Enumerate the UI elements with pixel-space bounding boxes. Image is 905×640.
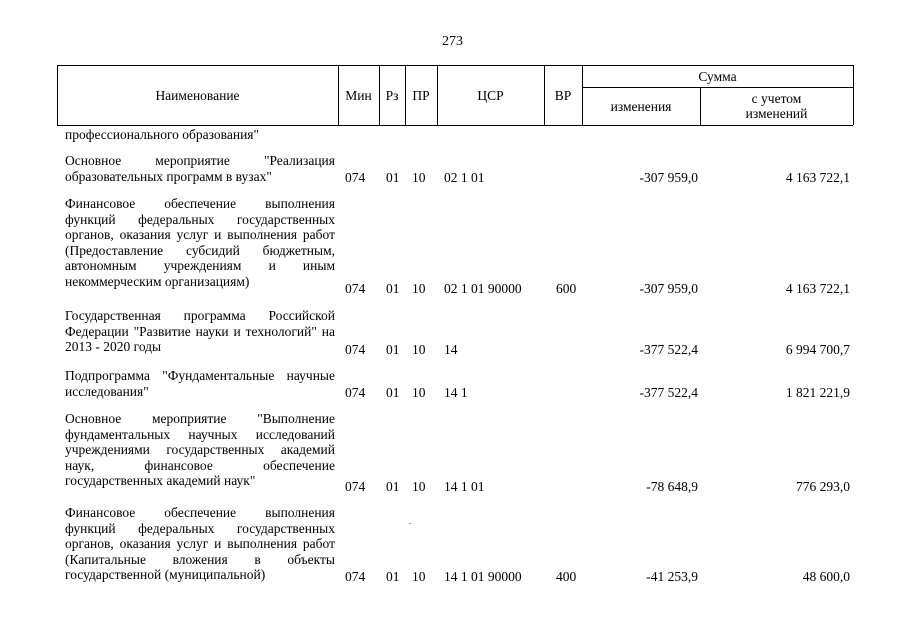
- page-number: 273: [442, 34, 463, 49]
- row-name: Основное мероприятие "Выполнение фундаментальных научных исследований учреждениями государственных академий наук, финансовое обеспечение государственных академий наук": [65, 411, 335, 488]
- row-pr: 10: [412, 342, 426, 357]
- row-change: -78 648,9: [646, 479, 698, 494]
- row-change: -377 522,4: [639, 342, 698, 357]
- header-min: Мин: [345, 87, 372, 103]
- row-rz: 01: [386, 569, 400, 584]
- row-total: 48 600,0: [802, 569, 850, 584]
- row-rz: 01: [386, 342, 400, 357]
- row-name: Подпрограмма "Фундаментальные научные исследования": [65, 368, 335, 399]
- row-total: 4 163 722,1: [785, 281, 850, 296]
- row-csr: 02 1 01 90000: [444, 281, 522, 296]
- table-header: [57, 65, 853, 125]
- row-total: 4 163 722,1: [785, 170, 850, 185]
- row-name: Основное мероприятие "Реализация образовательных программ в вузах": [65, 153, 335, 184]
- row-rz: 01: [386, 385, 400, 400]
- header-pr: ПР: [412, 87, 430, 103]
- header-vr: ВР: [554, 87, 572, 103]
- row-min: 074: [345, 170, 366, 185]
- row-pr: 10: [412, 569, 426, 584]
- scan-speck: [409, 523, 411, 524]
- row-pr: 10: [412, 385, 426, 400]
- header-change: изменения: [610, 98, 672, 114]
- row-csr: 14 1: [444, 385, 468, 400]
- row-min: 074: [345, 281, 366, 296]
- row-vr: 600: [556, 281, 577, 296]
- row-change: -377 522,4: [639, 385, 698, 400]
- row-name: профессионального образования": [65, 127, 260, 142]
- row-csr: 14 1 01 90000: [444, 569, 522, 584]
- row-name: Финансовое обеспечение выполнения функций федеральных государственных органов, оказания услуг и выполнения работ (Предоставление субсидий бюджетным, автономным учреждениям и иным некоммерческим организациям): [65, 196, 335, 289]
- row-csr: 02 1 01: [444, 170, 485, 185]
- row-total: 1 821 221,9: [785, 385, 850, 400]
- row-min: 074: [345, 569, 366, 584]
- header-sum: Сумма: [698, 68, 737, 84]
- row-name: Государственная программа Российской Федерации "Развитие науки и технологий" на 2013 - 2020 годы: [65, 308, 335, 354]
- row-total: 776 293,0: [796, 479, 850, 494]
- row-min: 074: [345, 342, 366, 357]
- row-change: -41 253,9: [646, 569, 698, 584]
- row-pr: 10: [412, 281, 426, 296]
- row-min: 074: [345, 479, 366, 494]
- row-change: -307 959,0: [639, 281, 698, 296]
- row-change: -307 959,0: [639, 170, 698, 185]
- row-min: 074: [345, 385, 366, 400]
- row-csr: 14: [444, 342, 458, 357]
- row-vr: 400: [556, 569, 577, 584]
- header-rz: Рз: [385, 87, 399, 103]
- row-pr: 10: [412, 479, 426, 494]
- row-csr: 14 1 01: [444, 479, 485, 494]
- header-with-change: с учетом изменений: [745, 91, 808, 121]
- row-rz: 01: [386, 281, 400, 296]
- row-rz: 01: [386, 479, 400, 494]
- header-csr: ЦСР: [477, 87, 504, 103]
- row-total: 6 994 700,7: [785, 342, 850, 357]
- header-name: Наименование: [155, 87, 240, 103]
- row-rz: 01: [386, 170, 400, 185]
- row-name: Финансовое обеспечение выполнения функций федеральных государственных органов, оказания услуг и выполнения работ (Капитальные вложения в объекты государственной (муниципальной): [65, 505, 335, 582]
- row-pr: 10: [412, 170, 426, 185]
